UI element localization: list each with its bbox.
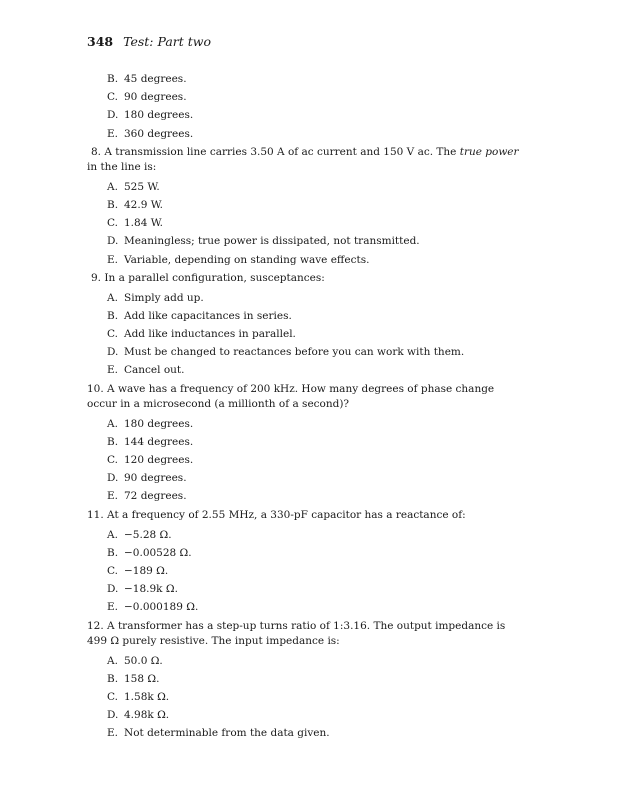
- option: E. Cancel out.: [107, 364, 185, 377]
- option: A. 50.0 Ω.: [107, 654, 163, 667]
- option: D. Must be changed to reactances before you can work with them.: [107, 346, 465, 359]
- option: E. Not determinable from the data given.: [107, 727, 330, 740]
- question-11: [87, 508, 527, 617]
- question-8: [87, 145, 527, 269]
- option: C. 90 degrees.: [107, 91, 187, 104]
- question-12: [87, 619, 527, 743]
- option: B. 158 Ω.: [107, 672, 160, 685]
- option: B. 144 degrees.: [107, 435, 194, 448]
- option: E. Variable, depending on standing wave effects.: [107, 253, 370, 266]
- question-stem: 12. A transformer has a step-up turns ratio of 1:3.16. The output impedance is 499 Ω purely resistive. The input impedance is:: [87, 619, 506, 647]
- option: D. Meaningless; true power is dissipated, not transmitted.: [107, 235, 420, 248]
- running-header: [87, 34, 211, 49]
- page-content: [87, 70, 527, 742]
- question-9: [87, 271, 527, 380]
- option: D. 90 degrees.: [107, 472, 187, 485]
- question-stem: 9. In a parallel configuration, susceptances:: [91, 271, 325, 284]
- option: E. 72 degrees.: [107, 490, 187, 503]
- question-stem: 11. At a frequency of 2.55 MHz, a 330-pF capacitor has a reactance of:: [87, 508, 466, 521]
- page-number: 348: [87, 34, 114, 49]
- leading-options: [87, 70, 527, 143]
- option: A. Simply add up.: [107, 291, 204, 304]
- option: B. 42.9 W.: [107, 198, 164, 211]
- option: E. 360 degrees.: [107, 127, 194, 140]
- question-stem: 10. A wave has a frequency of 200 kHz. How many degrees of phase change occur in a microsecond (a millionth of a second)?: [87, 382, 495, 410]
- emphasis-true-power: true power: [459, 145, 519, 158]
- option: A. −5.28 Ω.: [107, 528, 172, 541]
- option: C. Add like inductances in parallel.: [107, 328, 296, 341]
- question-10: [87, 382, 527, 506]
- option: B. −0.00528 Ω.: [107, 546, 192, 559]
- option: C. 1.84 W.: [107, 217, 164, 230]
- option: D. −18.9k Ω.: [107, 583, 178, 596]
- running-title: Test: Part two: [123, 34, 212, 49]
- option: B. 45 degrees.: [107, 73, 187, 85]
- option: C. 1.58k Ω.: [107, 690, 170, 703]
- option: D. 4.98k Ω.: [107, 709, 170, 722]
- option: E. −0.000189 Ω.: [107, 601, 199, 614]
- question-stem: 8. A transmission line carries 3.50 A of ac current and 150 V ac. The true power in the line is:: [87, 145, 519, 173]
- option: A. 525 W.: [107, 180, 160, 193]
- option: B. Add like capacitances in series.: [107, 309, 292, 322]
- option: C. 120 degrees.: [107, 454, 194, 466]
- option: C. −189 Ω.: [107, 564, 169, 577]
- option: D. 180 degrees.: [107, 109, 194, 122]
- option: A. 180 degrees.: [107, 417, 194, 430]
